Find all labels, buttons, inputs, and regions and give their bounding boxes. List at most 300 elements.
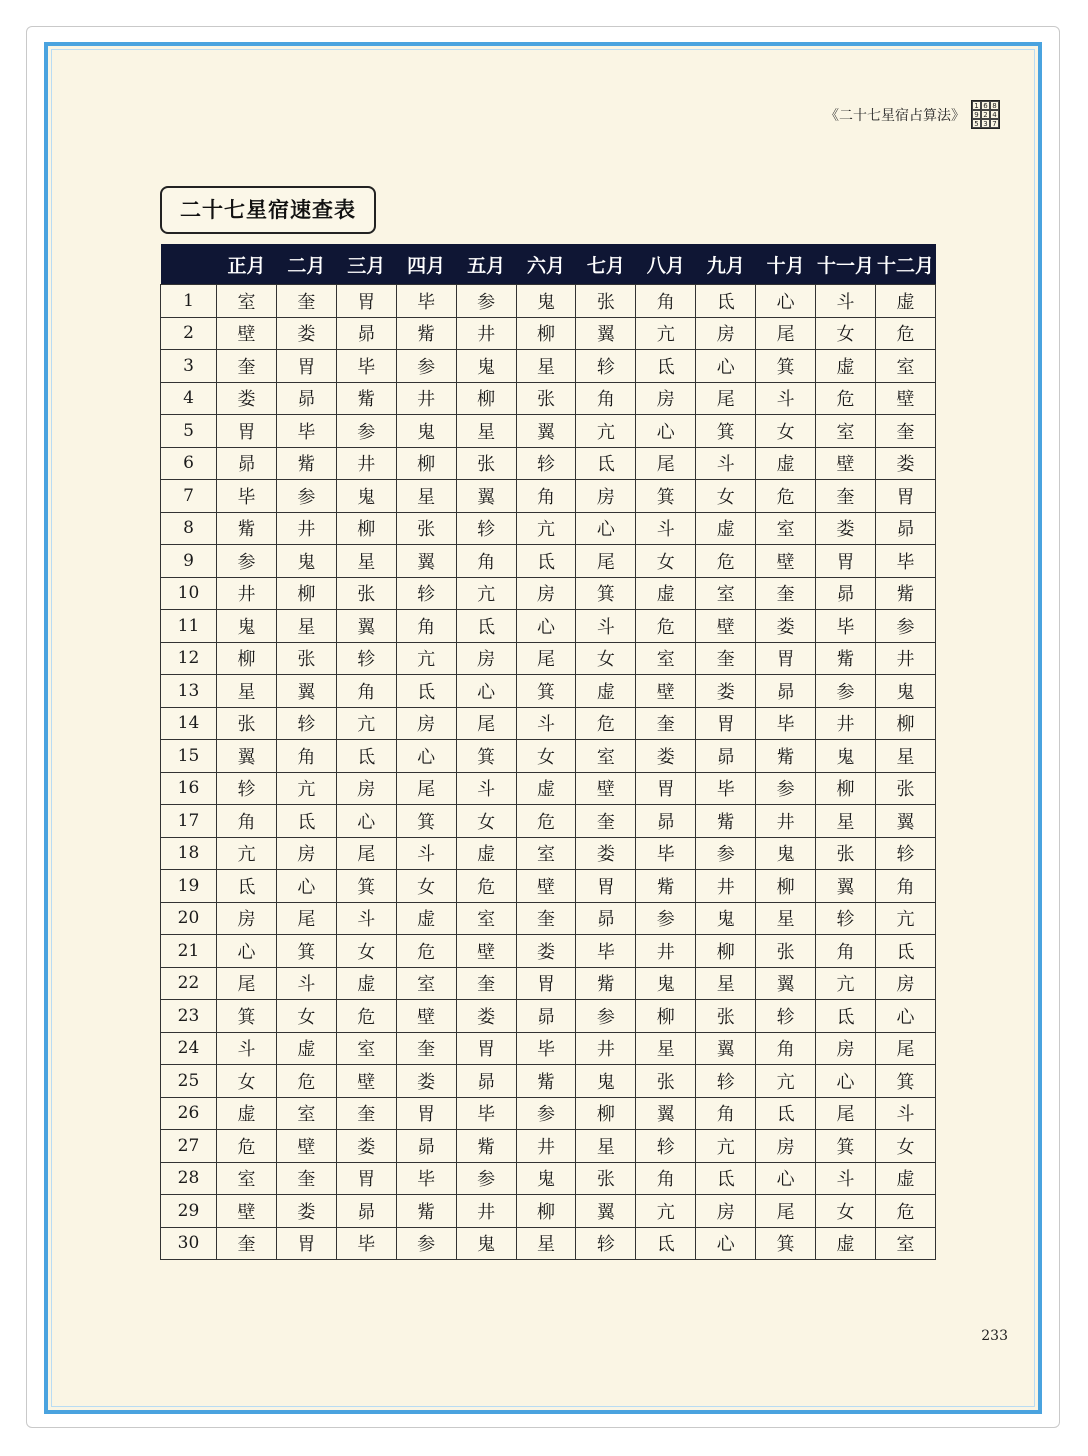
- column-header-month: 四月: [396, 244, 456, 285]
- column-header-month: 十二月: [875, 244, 935, 285]
- row-day-number: 11: [161, 610, 217, 643]
- mansion-cell: 尾: [875, 1032, 935, 1065]
- mansion-cell: 星: [276, 610, 336, 643]
- mansion-cell: 斗: [636, 512, 696, 545]
- mansion-cell: 室: [217, 1162, 277, 1195]
- mansion-cell: 觜: [636, 870, 696, 903]
- mansion-cell: 氐: [336, 740, 396, 773]
- mansion-cell: 参: [576, 1000, 636, 1033]
- row-day-number: 10: [161, 577, 217, 610]
- mansion-cell: 昴: [456, 1065, 516, 1098]
- seal-digit: 9: [972, 110, 981, 119]
- mansion-cell: 虚: [875, 285, 935, 318]
- mansion-cell: 鬼: [396, 415, 456, 448]
- column-header-month: 二月: [276, 244, 336, 285]
- mansion-cell: 壁: [816, 447, 876, 480]
- column-header-month: 八月: [636, 244, 696, 285]
- mansion-cell: 参: [276, 480, 336, 513]
- mansion-cell: 柳: [756, 870, 816, 903]
- mansion-cell: 轸: [576, 350, 636, 383]
- seal-digit: 2: [981, 110, 990, 119]
- mansion-cell: 尾: [336, 837, 396, 870]
- mansion-cell: 亢: [816, 967, 876, 1000]
- mansion-cell: 尾: [816, 1097, 876, 1130]
- mansion-cell: 箕: [516, 675, 576, 708]
- mansion-cell: 虚: [875, 1162, 935, 1195]
- mansion-cell: 井: [456, 1195, 516, 1228]
- mansion-cell: 斗: [816, 1162, 876, 1195]
- mansion-cell: 柳: [516, 317, 576, 350]
- mansion-cell: 柳: [636, 1000, 696, 1033]
- column-header-month: 十一月: [816, 244, 876, 285]
- mansion-cell: 翼: [576, 317, 636, 350]
- mansion-cell: 井: [396, 382, 456, 415]
- mansion-cell: 心: [576, 512, 636, 545]
- row-day-number: 28: [161, 1162, 217, 1195]
- column-header-month: 九月: [696, 244, 756, 285]
- mansion-cell: 星: [217, 675, 277, 708]
- row-day-number: 13: [161, 675, 217, 708]
- mansion-cell: 角: [516, 480, 576, 513]
- mansion-cell: 亢: [756, 1065, 816, 1098]
- mansion-cell: 奎: [516, 902, 576, 935]
- table-row: [161, 707, 936, 740]
- mansion-cell: 角: [756, 1032, 816, 1065]
- mansion-cell: 奎: [875, 415, 935, 448]
- table-row: [161, 512, 936, 545]
- mansion-cell: 氐: [576, 447, 636, 480]
- mansion-cell: 箕: [276, 935, 336, 968]
- mansion-cell: 毕: [636, 837, 696, 870]
- table-row: [161, 870, 936, 903]
- mansion-cell: 觜: [396, 1195, 456, 1228]
- mansion-cell: 室: [456, 902, 516, 935]
- mansion-cell: 虚: [696, 512, 756, 545]
- mansion-cell: 心: [336, 805, 396, 838]
- mansion-cell: 胃: [516, 967, 576, 1000]
- table-row: [161, 317, 936, 350]
- mansion-cell: 井: [516, 1130, 576, 1163]
- mansion-cell: 井: [456, 317, 516, 350]
- mansion-cell: 箕: [756, 1227, 816, 1260]
- mansion-cell: 壁: [336, 1065, 396, 1098]
- mansion-cell: 胃: [636, 772, 696, 805]
- mansion-cell: 井: [217, 577, 277, 610]
- mansion-cell: 女: [756, 415, 816, 448]
- mansion-cell: 奎: [636, 707, 696, 740]
- table-row: [161, 577, 936, 610]
- mansion-cell: 室: [576, 740, 636, 773]
- mansion-cell: 鬼: [336, 480, 396, 513]
- mansion-cell: 觜: [816, 642, 876, 675]
- mansion-cell: 井: [816, 707, 876, 740]
- mansion-cell: 房: [396, 707, 456, 740]
- table-row: [161, 545, 936, 578]
- mansion-cell: 星: [636, 1032, 696, 1065]
- mansion-cell: 氐: [516, 545, 576, 578]
- table-row: [161, 675, 936, 708]
- mansion-cell: 氐: [396, 675, 456, 708]
- mansion-cell: 壁: [217, 317, 277, 350]
- mansion-cell: 昴: [636, 805, 696, 838]
- mansion-cell: 尾: [636, 447, 696, 480]
- mansion-cell: 壁: [396, 1000, 456, 1033]
- mansion-cell: 毕: [276, 415, 336, 448]
- mansion-cell: 觜: [336, 382, 396, 415]
- mansion-cell: 氐: [276, 805, 336, 838]
- seal-digit: 7: [990, 119, 999, 128]
- mansion-cell: 柳: [576, 1097, 636, 1130]
- mansion-cell: 毕: [456, 1097, 516, 1130]
- mansion-cell: 星: [336, 545, 396, 578]
- table-row: [161, 1097, 936, 1130]
- mansion-cell: 室: [696, 577, 756, 610]
- mansion-cell: 心: [696, 1227, 756, 1260]
- mansion-cell: 壁: [696, 610, 756, 643]
- mansion-cell: 危: [696, 545, 756, 578]
- mansion-cell: 昴: [816, 577, 876, 610]
- row-day-number: 5: [161, 415, 217, 448]
- mansion-cell: 毕: [756, 707, 816, 740]
- mansion-cell: 轸: [276, 707, 336, 740]
- mansion-cell: 虚: [217, 1097, 277, 1130]
- mansion-cell: 翼: [336, 610, 396, 643]
- mansion-cell: 女: [516, 740, 576, 773]
- mansion-cell: 心: [456, 675, 516, 708]
- mansion-cell: 亢: [217, 837, 277, 870]
- row-day-number: 8: [161, 512, 217, 545]
- mansion-cell: 胃: [816, 545, 876, 578]
- mansion-cell: 房: [636, 382, 696, 415]
- mansion-cell: 井: [576, 1032, 636, 1065]
- mansion-cell: 房: [276, 837, 336, 870]
- table-row: [161, 772, 936, 805]
- table-row: [161, 837, 936, 870]
- mansion-cell: 女: [636, 545, 696, 578]
- mansion-cell: 氐: [696, 1162, 756, 1195]
- mansion-cell: 昴: [696, 740, 756, 773]
- section-title: 二十七星宿速查表: [160, 186, 376, 234]
- table-row: [161, 382, 936, 415]
- mansion-cell: 娄: [816, 512, 876, 545]
- table-row: [161, 1032, 936, 1065]
- mansion-cell: 翼: [696, 1032, 756, 1065]
- mansion-cell: 奎: [217, 1227, 277, 1260]
- mansion-cell: 壁: [576, 772, 636, 805]
- mansion-cell: 觜: [875, 577, 935, 610]
- row-day-number: 2: [161, 317, 217, 350]
- mansion-cell: 亢: [276, 772, 336, 805]
- mansion-cell: 昴: [396, 1130, 456, 1163]
- mansion-cell: 壁: [516, 870, 576, 903]
- mansion-cell: 心: [816, 1065, 876, 1098]
- seal-digit: 5: [972, 119, 981, 128]
- table-header-row: [161, 244, 936, 285]
- mansion-cell: 房: [816, 1032, 876, 1065]
- table-row: [161, 1195, 936, 1228]
- seal-digit: 3: [981, 119, 990, 128]
- mansion-cell: 参: [516, 1097, 576, 1130]
- mansion-cell: 柳: [816, 772, 876, 805]
- mansion-cell: 危: [336, 1000, 396, 1033]
- mansion-cell: 尾: [456, 707, 516, 740]
- mansion-cell: 危: [816, 382, 876, 415]
- mansion-cell: 心: [276, 870, 336, 903]
- row-day-number: 20: [161, 902, 217, 935]
- mansion-cell: 昴: [756, 675, 816, 708]
- mansion-cell: 娄: [336, 1130, 396, 1163]
- mansion-cell: 虚: [756, 447, 816, 480]
- mansion-cell: 星: [396, 480, 456, 513]
- mansion-cell: 娄: [756, 610, 816, 643]
- mansion-cell: 张: [217, 707, 277, 740]
- mansion-cell: 箕: [696, 415, 756, 448]
- mansion-cell: 心: [756, 1162, 816, 1195]
- mansion-cell: 参: [696, 837, 756, 870]
- mansion-cell: 虚: [576, 675, 636, 708]
- mansion-cell: 参: [336, 415, 396, 448]
- row-day-number: 6: [161, 447, 217, 480]
- mansion-cell: 斗: [276, 967, 336, 1000]
- mansion-cell: 张: [276, 642, 336, 675]
- mansion-cell: 奎: [276, 285, 336, 318]
- mansion-cell: 轸: [516, 447, 576, 480]
- mansion-cell: 尾: [516, 642, 576, 675]
- running-title: 《二十七星宿占算法》: [825, 107, 965, 124]
- mansion-cell: 女: [336, 935, 396, 968]
- mansion-cell: 室: [816, 415, 876, 448]
- mansion-cell: 斗: [816, 285, 876, 318]
- mansion-cell: 鬼: [516, 285, 576, 318]
- mansion-cell: 张: [696, 1000, 756, 1033]
- mansion-cell: 参: [217, 545, 277, 578]
- mansion-cell: 娄: [636, 740, 696, 773]
- mansion-cell: 角: [636, 1162, 696, 1195]
- mansion-cell: 张: [396, 512, 456, 545]
- mansion-cell: 危: [576, 707, 636, 740]
- row-day-number: 27: [161, 1130, 217, 1163]
- mansion-cell: 角: [336, 675, 396, 708]
- mansion-cell: 胃: [456, 1032, 516, 1065]
- mansion-cell: 柳: [875, 707, 935, 740]
- mansion-cell: 危: [636, 610, 696, 643]
- mansion-cell: 尾: [756, 1195, 816, 1228]
- mansion-cell: 轸: [636, 1130, 696, 1163]
- mansion-cell: 壁: [756, 545, 816, 578]
- mansion-cell: 轸: [576, 1227, 636, 1260]
- mansion-cell: 虚: [636, 577, 696, 610]
- mansion-cell: 张: [816, 837, 876, 870]
- mansion-cell: 鬼: [696, 902, 756, 935]
- mansion-cell: 危: [396, 935, 456, 968]
- mansion-cell: 轸: [696, 1065, 756, 1098]
- seal-digit: 1: [972, 101, 981, 110]
- mansion-cell: 房: [336, 772, 396, 805]
- row-day-number: 12: [161, 642, 217, 675]
- number-grid-seal-icon: [971, 100, 1000, 129]
- mansion-cell: 危: [516, 805, 576, 838]
- header-corner: [161, 244, 217, 285]
- mansion-cell: 胃: [217, 415, 277, 448]
- page-number: 233: [981, 1328, 1008, 1344]
- mansion-cell: 角: [816, 935, 876, 968]
- mansion-cell: 奎: [396, 1032, 456, 1065]
- table-row: [161, 740, 936, 773]
- mansion-cell: 翼: [276, 675, 336, 708]
- mansion-cell: 房: [875, 967, 935, 1000]
- mansion-cell: 尾: [396, 772, 456, 805]
- row-day-number: 9: [161, 545, 217, 578]
- mansion-cell: 轸: [217, 772, 277, 805]
- mansion-cell: 奎: [816, 480, 876, 513]
- mansion-cell: 毕: [336, 1227, 396, 1260]
- mansion-cell: 星: [875, 740, 935, 773]
- seal-digit: 8: [990, 101, 999, 110]
- mansion-cell: 尾: [576, 545, 636, 578]
- seal-digit: 4: [990, 110, 999, 119]
- mansion-cell: 张: [576, 1162, 636, 1195]
- mansion-cell: 毕: [816, 610, 876, 643]
- mansion-cell: 室: [756, 512, 816, 545]
- mansion-cell: 昴: [516, 1000, 576, 1033]
- mansion-cell: 女: [456, 805, 516, 838]
- row-day-number: 22: [161, 967, 217, 1000]
- mansion-cell: 尾: [276, 902, 336, 935]
- mansion-cell: 房: [696, 1195, 756, 1228]
- mansion-cell: 角: [396, 610, 456, 643]
- mansion-cell: 斗: [576, 610, 636, 643]
- mansion-cell: 毕: [336, 350, 396, 383]
- mansion-cell: 参: [456, 1162, 516, 1195]
- mansion-cell: 翼: [516, 415, 576, 448]
- row-day-number: 23: [161, 1000, 217, 1033]
- mansion-cell: 氐: [696, 285, 756, 318]
- mansion-cell: 鬼: [576, 1065, 636, 1098]
- mansion-cell: 鬼: [456, 1227, 516, 1260]
- mansion-cell: 觜: [756, 740, 816, 773]
- mansion-cell: 室: [396, 967, 456, 1000]
- table-row: [161, 642, 936, 675]
- mansion-cell: 角: [456, 545, 516, 578]
- seal-digit: 6: [981, 101, 990, 110]
- mansion-cell: 室: [276, 1097, 336, 1130]
- mansion-cell: 娄: [696, 675, 756, 708]
- row-day-number: 16: [161, 772, 217, 805]
- mansion-cell: 轸: [396, 577, 456, 610]
- mansion-cell: 轸: [875, 837, 935, 870]
- table-row: [161, 1065, 936, 1098]
- mansion-cell: 箕: [217, 1000, 277, 1033]
- mansion-cell: 鬼: [875, 675, 935, 708]
- row-day-number: 3: [161, 350, 217, 383]
- mansion-cell: 亢: [516, 512, 576, 545]
- mansion-cell: 斗: [456, 772, 516, 805]
- mansion-cell: 奎: [576, 805, 636, 838]
- mansion-cell: 星: [816, 805, 876, 838]
- mansion-cell: 箕: [576, 577, 636, 610]
- mansion-cell: 房: [696, 317, 756, 350]
- mansion-cell: 尾: [756, 317, 816, 350]
- mansion-cell: 觜: [696, 805, 756, 838]
- mansion-cell: 心: [696, 350, 756, 383]
- mansion-cell: 氐: [217, 870, 277, 903]
- mansion-cell: 井: [875, 642, 935, 675]
- mansion-cell: 奎: [336, 1097, 396, 1130]
- mansion-cell: 角: [696, 1097, 756, 1130]
- mansion-cell: 角: [217, 805, 277, 838]
- mansion-cell: 翼: [875, 805, 935, 838]
- mansion-cell: 鬼: [756, 837, 816, 870]
- mansion-cell: 翼: [756, 967, 816, 1000]
- mansion-cell: 参: [396, 350, 456, 383]
- mansion-cell: 壁: [276, 1130, 336, 1163]
- mansion-cell: 角: [875, 870, 935, 903]
- mansion-cell: 室: [875, 1227, 935, 1260]
- table-body: [161, 285, 936, 1260]
- mansion-cell: 张: [756, 935, 816, 968]
- mansion-cell: 斗: [396, 837, 456, 870]
- mansion-cell: 星: [516, 350, 576, 383]
- row-day-number: 4: [161, 382, 217, 415]
- mansion-cell: 井: [756, 805, 816, 838]
- mansion-cell: 虚: [396, 902, 456, 935]
- mansion-cell: 女: [217, 1065, 277, 1098]
- mansion-cell: 胃: [696, 707, 756, 740]
- table-row: [161, 935, 936, 968]
- mansion-cell: 井: [276, 512, 336, 545]
- mansion-cell: 危: [875, 1195, 935, 1228]
- mansion-cell: 氐: [636, 350, 696, 383]
- row-day-number: 15: [161, 740, 217, 773]
- mansion-cell: 房: [516, 577, 576, 610]
- mansion-cell: 亢: [396, 642, 456, 675]
- lookup-table: [160, 244, 936, 1260]
- mansion-cell: 胃: [276, 1227, 336, 1260]
- mansion-cell: 轸: [816, 902, 876, 935]
- mansion-cell: 胃: [756, 642, 816, 675]
- mansion-cell: 角: [636, 285, 696, 318]
- mansion-cell: 氐: [875, 935, 935, 968]
- mansion-cell: 星: [456, 415, 516, 448]
- row-day-number: 21: [161, 935, 217, 968]
- row-day-number: 29: [161, 1195, 217, 1228]
- mansion-cell: 昴: [336, 1195, 396, 1228]
- mansion-cell: 娄: [516, 935, 576, 968]
- row-day-number: 1: [161, 285, 217, 318]
- mansion-cell: 虚: [816, 1227, 876, 1260]
- mansion-cell: 参: [396, 1227, 456, 1260]
- mansion-cell: 井: [636, 935, 696, 968]
- mansion-cell: 箕: [816, 1130, 876, 1163]
- mansion-cell: 奎: [217, 350, 277, 383]
- mansion-cell: 参: [816, 675, 876, 708]
- mansion-cell: 亢: [875, 902, 935, 935]
- mansion-cell: 鬼: [516, 1162, 576, 1195]
- column-header-month: 七月: [576, 244, 636, 285]
- mansion-cell: 箕: [636, 480, 696, 513]
- mansion-cell: 参: [456, 285, 516, 318]
- table-row: [161, 447, 936, 480]
- mansion-cell: 柳: [336, 512, 396, 545]
- mansion-cell: 毕: [217, 480, 277, 513]
- mansion-cell: 亢: [336, 707, 396, 740]
- mansion-cell: 室: [336, 1032, 396, 1065]
- mansion-cell: 昴: [276, 382, 336, 415]
- mansion-cell: 胃: [276, 350, 336, 383]
- mansion-cell: 女: [816, 317, 876, 350]
- mansion-cell: 虚: [516, 772, 576, 805]
- mansion-cell: 室: [516, 837, 576, 870]
